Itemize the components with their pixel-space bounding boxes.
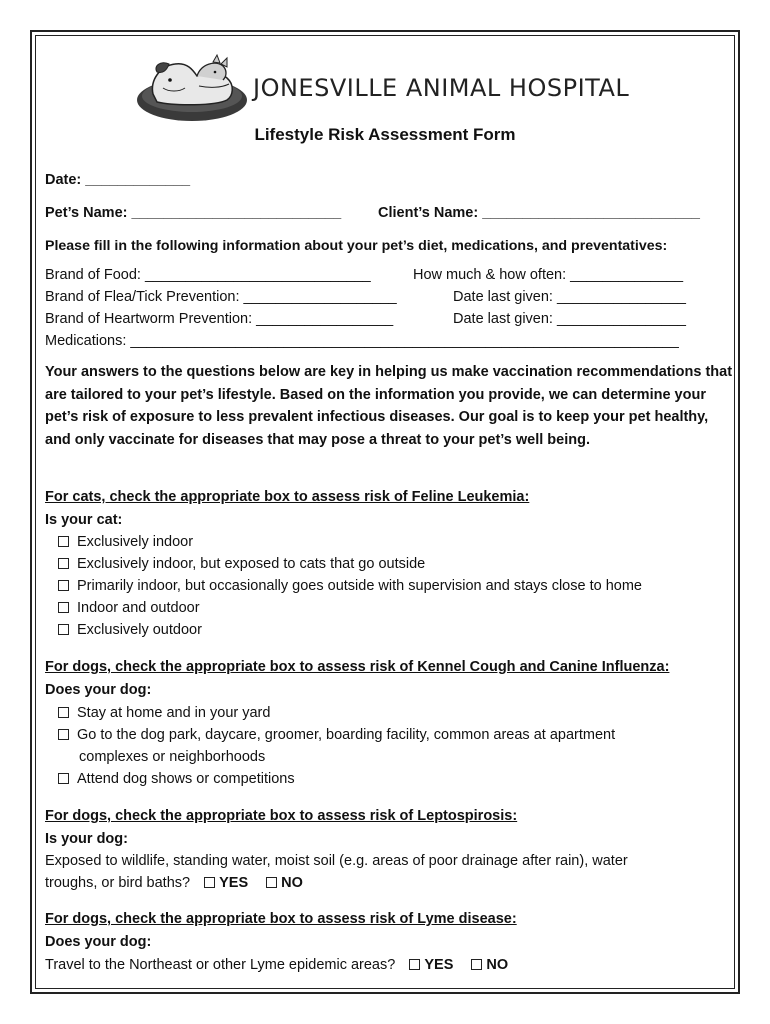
dogs-lyme-question: Does your dog: (45, 934, 152, 950)
heartworm-field[interactable]: Brand of Heartworm Prevention: _________________ (45, 311, 394, 327)
form-title: Lifestyle Risk Assessment Form (254, 125, 516, 144)
hospital-name: JONESVILLE ANIMAL HOSPITAL (253, 74, 630, 102)
checkbox[interactable] (204, 877, 215, 888)
dogs-lyme-heading: For dogs, check the appropriate box to assess risk of Lyme disease: (45, 911, 517, 927)
dog-and-cat-logo-icon (135, 52, 250, 122)
cat-option[interactable]: Indoor and outdoor (58, 598, 200, 618)
info-heading: Please fill in the following information about your pet’s diet, medications, and preventatives: (45, 238, 668, 254)
cat-option[interactable]: Exclusively outdoor (58, 620, 202, 640)
checkbox[interactable] (58, 773, 69, 784)
lepto-yes-option[interactable]: YES (204, 875, 248, 891)
flea-date-field[interactable]: Date last given: ________________ (453, 289, 686, 305)
lepto-text-line1: Exposed to wildlife, standing water, moist soil (e.g. areas of poor drainage after rain), water (45, 853, 628, 869)
checkbox[interactable] (266, 877, 277, 888)
lyme-yes-option[interactable]: YES (409, 957, 453, 973)
lyme-no-option[interactable]: NO (471, 957, 508, 973)
checkbox[interactable] (409, 959, 420, 970)
client-name-field[interactable]: Client’s Name: ___________________________ (378, 205, 700, 221)
dogs-lepto-heading: For dogs, check the appropriate box to assess risk of Leptospirosis: (45, 808, 518, 824)
date-field[interactable]: Date: _____________ (45, 172, 191, 188)
dog-option[interactable]: Stay at home and in your yard (58, 703, 270, 723)
checkbox[interactable] (58, 558, 69, 569)
cat-option[interactable]: Primarily indoor, but occasionally goes outside with supervision and stays close to home (58, 576, 642, 596)
lepto-text-line2: troughs, or bird baths? YES NO (45, 875, 303, 891)
how-much-field[interactable]: How much & how often: ______________ (413, 267, 684, 283)
dogs-lepto-question: Is your dog: (45, 831, 128, 847)
checkbox[interactable] (58, 602, 69, 613)
dogs-kennel-heading: For dogs, check the appropriate box to assess risk of Kennel Cough and Canine Influenza: (45, 659, 670, 675)
checkbox[interactable] (58, 580, 69, 591)
checkbox[interactable] (471, 959, 482, 970)
lepto-no-option[interactable]: NO (266, 875, 303, 891)
lyme-text-line: Travel to the Northeast or other Lyme epidemic areas? YES NO (45, 957, 509, 973)
cats-question: Is your cat: (45, 512, 123, 528)
checkbox[interactable] (58, 707, 69, 718)
dog-option-continuation: complexes or neighborhoods (79, 749, 266, 765)
pet-name-field[interactable]: Pet’s Name: __________________________ (45, 205, 342, 221)
cat-option[interactable]: Exclusively indoor, but exposed to cats that go outside (58, 554, 425, 574)
medications-field[interactable]: Medications: ____________________________________________________________________ (45, 333, 679, 349)
dog-option[interactable]: Go to the dog park, daycare, groomer, boarding facility, common areas at apartment (58, 725, 615, 745)
cat-option[interactable]: Exclusively indoor (58, 532, 193, 552)
cats-heading: For cats, check the appropriate box to assess risk of Feline Leukemia: (45, 489, 530, 505)
heartworm-date-field[interactable]: Date last given: ________________ (453, 311, 686, 327)
checkbox[interactable] (58, 624, 69, 635)
checkbox[interactable] (58, 729, 69, 740)
brand-of-food-field[interactable]: Brand of Food: ____________________________ (45, 267, 371, 283)
flea-tick-field[interactable]: Brand of Flea/Tick Prevention: ___________________ (45, 289, 397, 305)
checkbox[interactable] (58, 536, 69, 547)
dog-option[interactable]: Attend dog shows or competitions (58, 769, 295, 789)
dogs-kennel-question: Does your dog: (45, 682, 152, 698)
intro-paragraph: Your answers to the questions below are key in helping us make vaccination recommendations that are tailored to your pet’s lifestyle. Based on the information you provide, we can determine your pet’s risk of exposure to less prevalent infectious diseases. Our goal is to keep your pet healthy, and only vaccinate for diseases that may pose a threat to your pet’s well being. (45, 364, 733, 448)
